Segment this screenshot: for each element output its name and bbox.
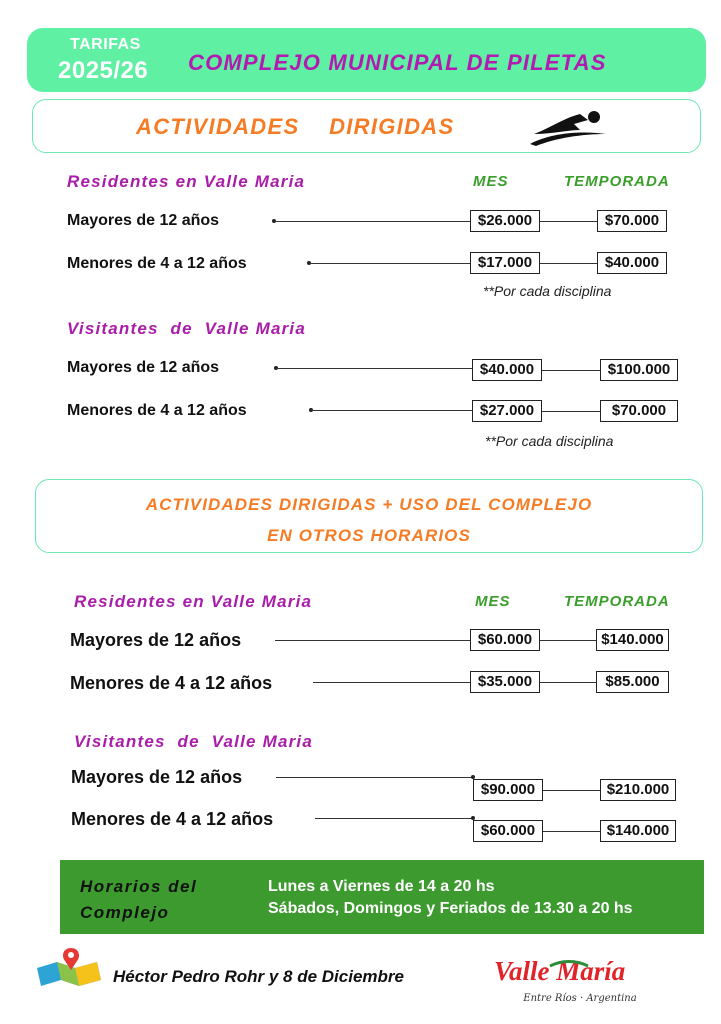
- section-actividades-title: ACTIVIDADES DIRIGIDAS: [136, 114, 455, 139]
- leader-line: [540, 221, 597, 222]
- leader-line: [540, 640, 596, 641]
- price-mes: $26.000: [470, 210, 540, 232]
- price-mes: $90.000: [473, 779, 543, 801]
- hours-title-line2: Complejo: [80, 903, 170, 922]
- hours-weekdays: Lunes a Viernes de 14 a 20 hs: [268, 878, 495, 895]
- price-temporada: $40.000: [597, 252, 667, 274]
- leader-line: [309, 263, 470, 264]
- price-temporada: $210.000: [600, 779, 676, 801]
- hours-weekends: Sábados, Domingos y Feriados de 13.30 a 20 hs: [268, 900, 633, 917]
- tarifas-label: TARIFAS: [70, 36, 141, 53]
- address-text: Héctor Pedro Rohr y 8 de Diciembre: [113, 967, 404, 986]
- row-label: Mayores de 12 años: [67, 359, 220, 376]
- residents-title: Residentes en Valle Maria: [74, 592, 313, 611]
- price-mes: $60.000: [470, 629, 540, 651]
- row-label: Menores de 4 a 12 años: [71, 809, 274, 829]
- row-label: Menores de 4 a 12 años: [67, 402, 247, 419]
- leader-line: [311, 410, 472, 411]
- leader-line: [276, 777, 472, 778]
- leader-line: [540, 682, 596, 683]
- price-temporada: $70.000: [600, 400, 678, 422]
- column-temporada-label: TEMPORADA: [564, 593, 670, 610]
- section-uso-complejo-title: ACTIVIDADES DIRIGIDAS + USO DEL COMPLEJO: [145, 495, 593, 514]
- note-per-discipline: **Por cada disciplina: [485, 433, 614, 449]
- leader-line: [543, 790, 600, 791]
- price-temporada: $140.000: [596, 629, 669, 651]
- price-temporada: $100.000: [600, 359, 678, 381]
- leader-line: [276, 368, 472, 369]
- swimmer-icon: [528, 104, 608, 148]
- leader-line: [274, 221, 470, 222]
- column-temporada-label: TEMPORADA: [564, 173, 670, 190]
- logo-subtitle: Entre Ríos · Argentina: [523, 993, 637, 1004]
- row-label: Mayores de 12 años: [71, 767, 243, 787]
- price-mes: $17.000: [470, 252, 540, 274]
- price-mes: $60.000: [473, 820, 543, 842]
- column-mes-label: MES: [475, 593, 511, 610]
- row-label: Menores de 4 a 12 años: [70, 673, 273, 693]
- leader-line: [542, 411, 600, 412]
- residents-title: Residentes en Valle Maria: [67, 172, 306, 191]
- page-title: COMPLEJO MUNICIPAL DE PILETAS: [188, 50, 607, 75]
- leader-line: [275, 640, 470, 641]
- visitors-title: Visitantes de Valle Maria: [67, 319, 307, 338]
- price-mes: $40.000: [472, 359, 542, 381]
- logo-text: Valle María: [494, 956, 626, 986]
- leader-line: [542, 370, 600, 371]
- section-uso-complejo-subtitle: EN OTROS HORARIOS: [267, 526, 471, 545]
- price-mes: $35.000: [470, 671, 540, 693]
- leader-line: [315, 818, 472, 819]
- row-label: Mayores de 12 años: [70, 630, 242, 650]
- season-year: 2025/26: [58, 57, 149, 84]
- row-label: Mayores de 12 años: [67, 212, 220, 229]
- map-pin-icon: [35, 946, 103, 986]
- column-mes-label: MES: [473, 173, 509, 190]
- leader-line: [313, 682, 470, 683]
- price-temporada: $85.000: [596, 671, 669, 693]
- visitors-title: Visitantes de Valle Maria: [74, 732, 314, 751]
- row-label: Menores de 4 a 12 años: [67, 255, 247, 272]
- hours-title: Horarios del: [80, 877, 198, 896]
- note-per-discipline: **Por cada disciplina: [483, 283, 612, 299]
- leader-line: [543, 831, 600, 832]
- price-mes: $27.000: [472, 400, 542, 422]
- price-temporada: $140.000: [600, 820, 676, 842]
- price-temporada: $70.000: [597, 210, 667, 232]
- leader-line: [540, 263, 597, 264]
